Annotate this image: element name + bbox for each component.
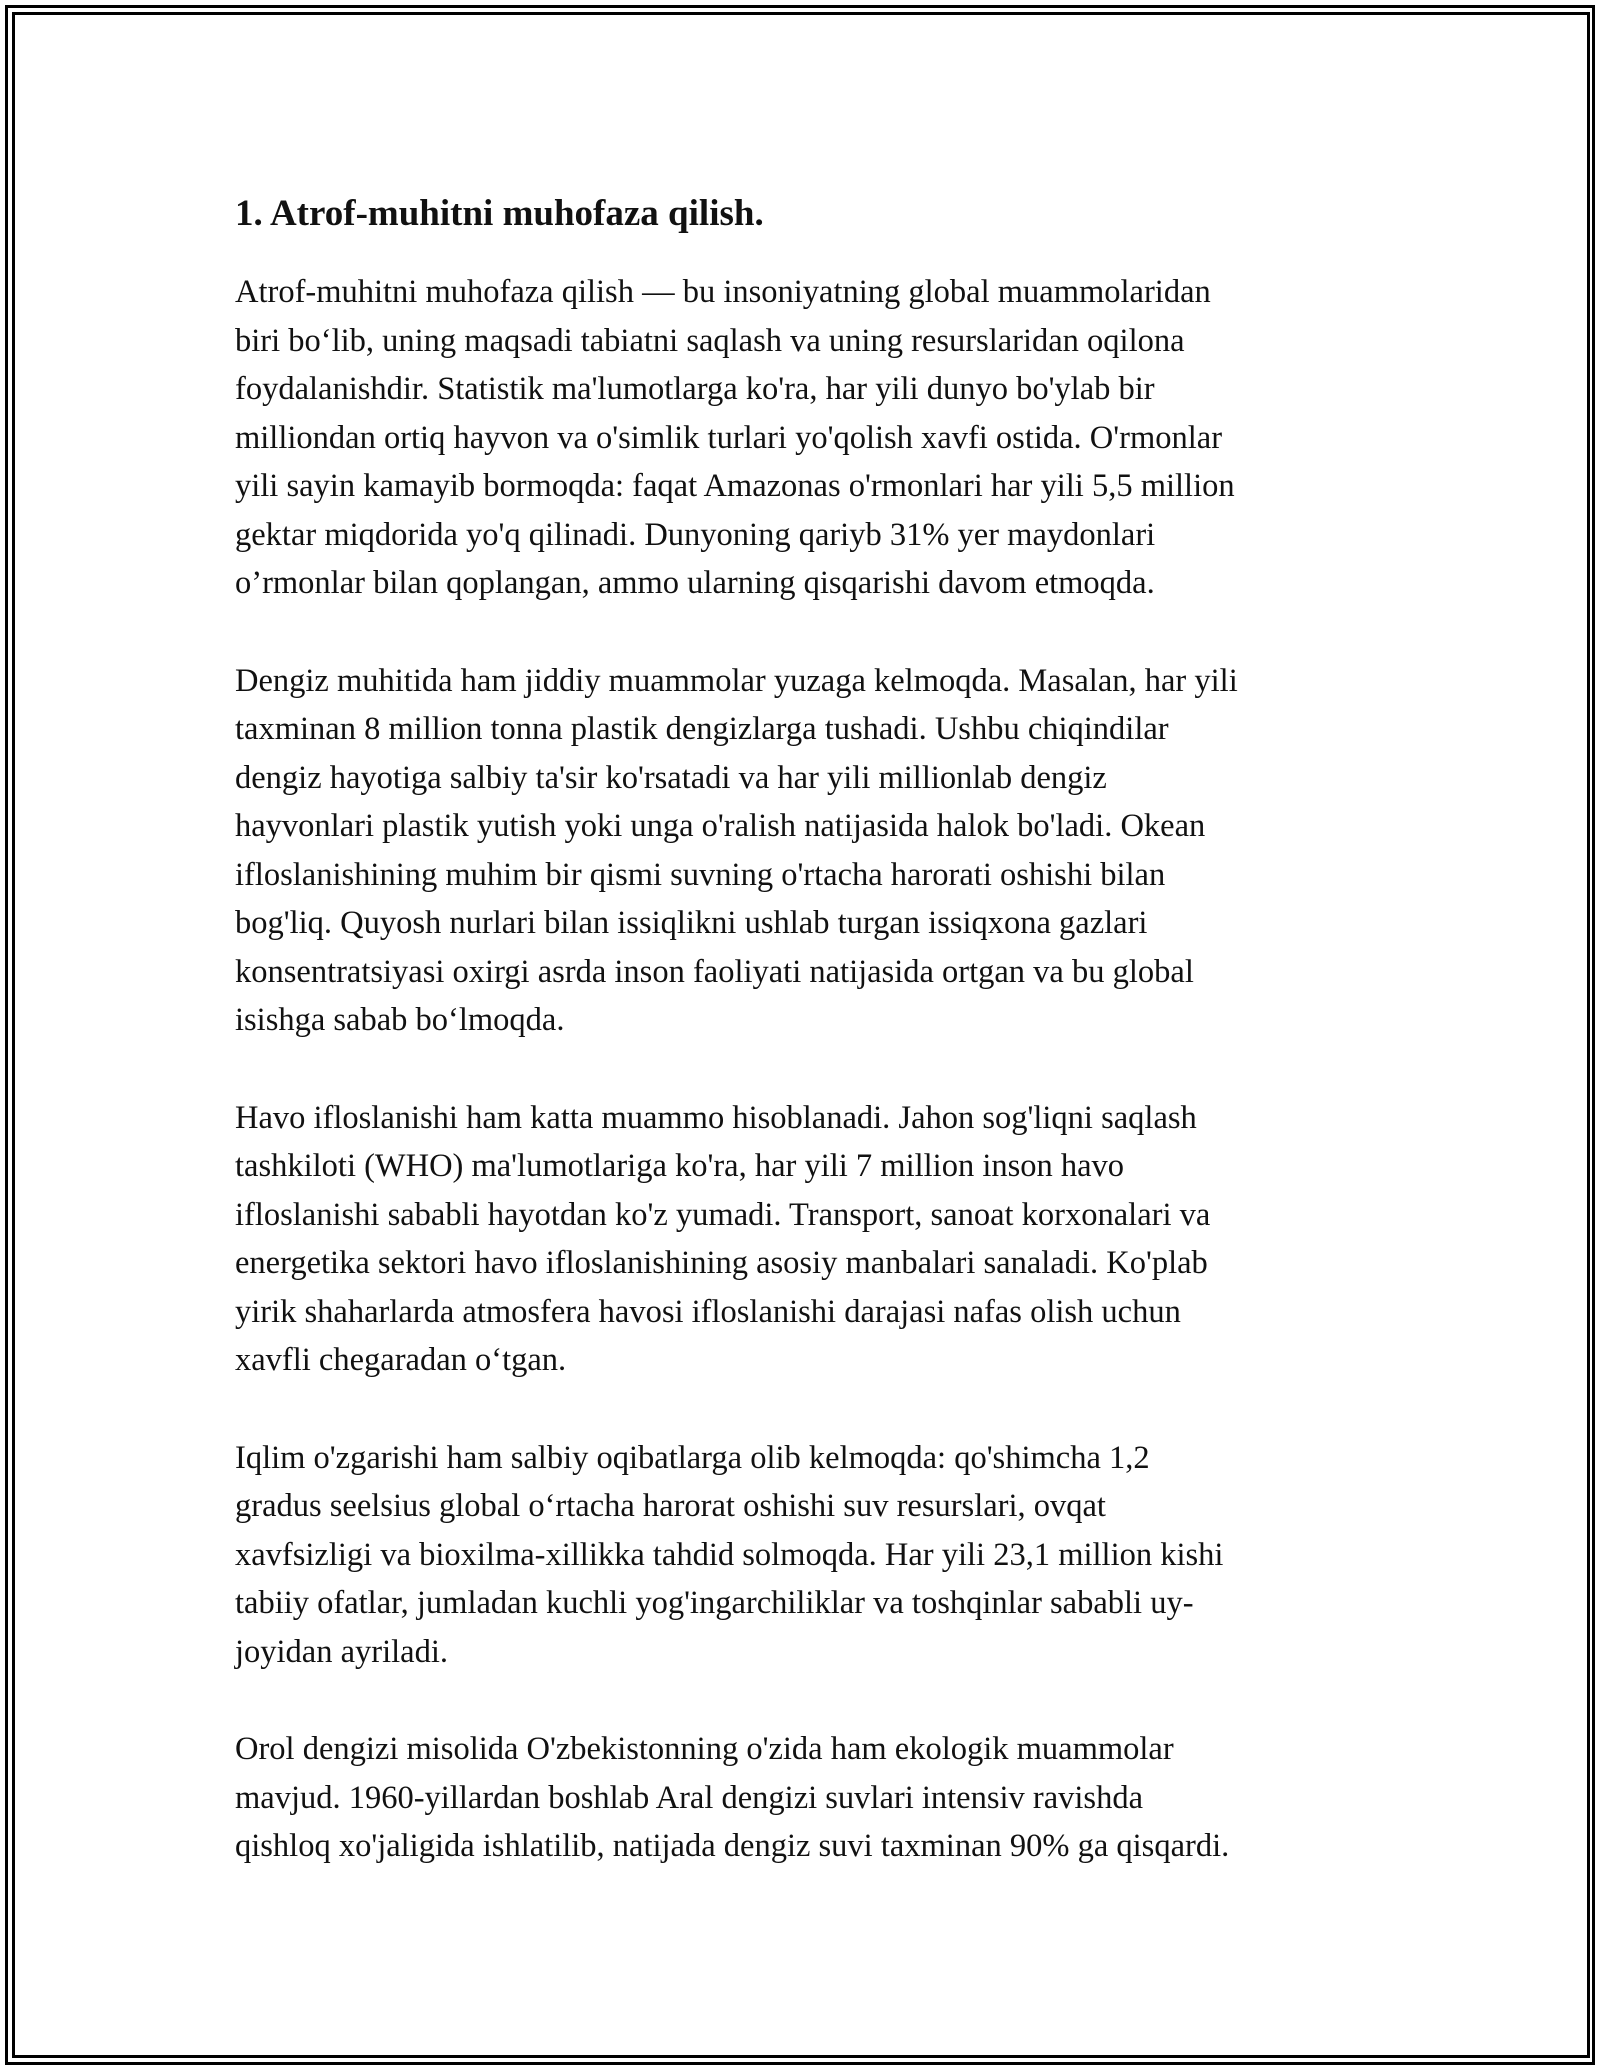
paragraph-aral-sea	[235, 1725, 1375, 1871]
text-line: Dengiz muhitida ham jiddiy muammolar yuzaga kelmoqda. Masalan, har yili	[235, 662, 1238, 699]
document-body	[235, 188, 1375, 1920]
text-line: mavjud. 1960-yillardan boshlab Aral dengizi suvlari intensiv ravishda	[235, 1779, 1144, 1816]
text-line: ifloslanishining muhim bir qismi suvning o'rtacha harorati oshishi bilan	[235, 856, 1166, 893]
text-line: gektar miqdorida yo'q qilinadi. Dunyoning qariyb 31% yer maydonlari	[235, 516, 1156, 553]
text-line: qishloq xo'jaligida ishlatilib, natijada dengiz suvi taxminan 90% ga qisqardi.	[235, 1828, 1230, 1864]
text-line: o’rmonlar bilan qoplangan, ammo ularning qisqarishi davom etmoqda.	[235, 565, 1155, 601]
text-line: hayvonlari plastik yutish yoki unga o'ralish natijasida halok bo'ladi. Okean	[235, 808, 1206, 844]
text-line: bog'liq. Quyosh nurlari bilan issiqlikni ushlab turgan issiqxona gazlari	[235, 905, 1148, 941]
text-line: yili sayin kamayib bormoqda: faqat Amazonas o'rmonlari har yili 5,5 million	[235, 468, 1235, 504]
paragraph-climate-change	[235, 1434, 1375, 1677]
text-line: xavfsizligi va bioxilma-xillikka tahdid solmoqda. Har yili 23,1 million kishi	[235, 1536, 1224, 1573]
text-line: dengiz hayotiga salbiy ta'sir ko'rsatadi va har yili millionlab dengiz	[235, 759, 1107, 796]
text-line: ifloslanishi sababli hayotdan ko'z yumadi. Transport, sanoat korxonalari va	[235, 1196, 1211, 1233]
paragraph-air-pollution	[235, 1094, 1375, 1385]
text-line: taxminan 8 million tonna plastik dengizlarga tushadi. Ushbu chiqindilar	[235, 711, 1169, 747]
text-line: xavfli chegaradan o‘tgan.	[235, 1342, 567, 1378]
text-line: energetika sektori havo ifloslanishining asosiy manbalari sanaladi. Ko'plab	[235, 1245, 1208, 1281]
text-line: joyidan ayriladi.	[235, 1633, 448, 1670]
text-line: Iqlim o'zgarishi ham salbiy oqibatlarga olib kelmoqda: qo'shimcha 1,2	[235, 1439, 1150, 1476]
text-line: yirik shaharlarda atmosfera havosi ifloslanishi darajasi nafas olish uchun	[235, 1293, 1181, 1330]
text-line: Havo ifloslanishi ham katta muammo hisoblanadi. Jahon sog'liqni saqlash	[235, 1099, 1197, 1136]
text-line: tashkiloti (WHO) ma'lumotlariga ko'ra, har yili 7 million inson havo	[235, 1148, 1125, 1184]
text-line: konsentratsiyasi oxirgi asrda inson faoliyati natijasida ortgan va bu global	[235, 953, 1194, 990]
section-title: 1. Atrof-muhitni muhofaza qilish.	[235, 193, 764, 234]
text-line: biri bo‘lib, uning maqsadi tabiatni saqlash va uning resurslaridan oqilona	[235, 322, 1185, 359]
text-line: tabiiy ofatlar, jumladan kuchli yog'ingarchiliklar va toshqinlar sababli uy-	[235, 1585, 1194, 1621]
text-line: Orol dengizi misolida O'zbekistonning o'zida ham ekologik muammolar	[235, 1731, 1174, 1767]
text-line: gradus seelsius global o‘rtacha harorat oshishi suv resurslari, ovqat	[235, 1488, 1106, 1524]
text-line: isishga sabab bo‘lmoqda.	[235, 1002, 565, 1038]
paragraph-environment-protection	[235, 268, 1375, 608]
text-line: foydalanishdir. Statistik ma'lumotlarga ko'ra, har yili dunyo bo'ylab bir	[235, 371, 1155, 407]
text-line: Atrof-muhitni muhofaza qilish — bu insoniyatning global muammolaridan	[235, 274, 1211, 310]
paragraph-marine-environment	[235, 657, 1375, 1045]
text-line: milliondan ortiq hayvon va o'simlik turlari yo'qolish xavfi ostida. O'rmonlar	[235, 419, 1223, 456]
